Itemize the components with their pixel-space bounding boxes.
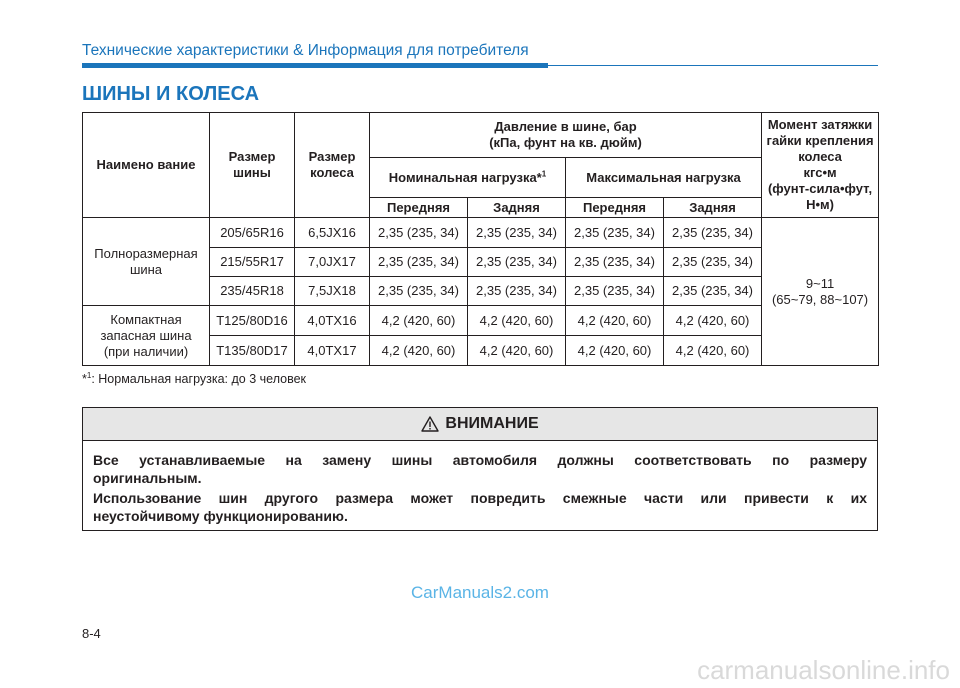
pressure-cell: 2,35 (235, 34)	[566, 277, 664, 306]
pressure-cell: 4,2 (420, 60)	[664, 306, 762, 336]
col-header-max-front: Передняя	[566, 198, 664, 218]
wheel-size-cell: 7,5JX18	[295, 277, 370, 306]
spare-name-line1: Компактная	[110, 311, 182, 327]
pressure-cell: 4,2 (420, 60)	[370, 336, 468, 366]
warning-header	[83, 408, 877, 441]
pressure-cell: 2,35 (235, 34)	[664, 277, 762, 306]
tire-wheel-spec-table	[82, 112, 879, 366]
pressure-header-line1: Давление в шине, бар	[494, 119, 637, 134]
warning-triangle-icon	[421, 416, 439, 432]
tire-size-cell: T135/80D17	[210, 336, 295, 366]
pressure-cell: 2,35 (235, 34)	[370, 218, 468, 248]
wheel-size-cell: 7,0JX17	[295, 248, 370, 277]
col-header-max-rear: Задняя	[664, 198, 762, 218]
torque-value-line2: (65~79, 88~107)	[771, 291, 869, 307]
torque-header-line3: колеса	[798, 149, 842, 164]
header-accent-bar	[82, 63, 548, 68]
table-footnote	[82, 372, 306, 386]
pressure-cell: 4,2 (420, 60)	[566, 306, 664, 336]
pressure-cell: 4,2 (420, 60)	[566, 336, 664, 366]
pressure-cell: 2,35 (235, 34)	[370, 277, 468, 306]
footnote-text: : Нормальная нагрузка: до 3 человек	[91, 372, 307, 386]
warning-body	[83, 441, 877, 525]
pressure-cell: 4,2 (420, 60)	[370, 306, 468, 336]
footnote-sup: 1	[86, 370, 92, 380]
pressure-cell: 2,35 (235, 34)	[468, 248, 566, 277]
group-name-compact-spare	[83, 306, 210, 366]
torque-header-line6: Н•м)	[806, 197, 834, 212]
warning-para1-line2: оригинальным.	[93, 470, 202, 486]
spare-name-line3: (при наличии)	[103, 343, 189, 359]
tire-size-cell: 215/55R17	[210, 248, 295, 277]
torque-header-line5: (фунт-сила•фут,	[767, 181, 873, 196]
torque-header-line2: гайки крепления	[766, 133, 874, 148]
group-name-full-size: Полноразмерная шина	[83, 218, 210, 306]
nominal-load-label: Номинальная нагрузка*	[388, 169, 542, 185]
wheel-size-cell: 6,5JX16	[295, 218, 370, 248]
footer-site-watermark: carmanualsonline.info	[697, 655, 950, 685]
header-rule	[548, 65, 878, 66]
pressure-cell: 2,35 (235, 34)	[468, 218, 566, 248]
pressure-cell: 2,35 (235, 34)	[468, 277, 566, 306]
col-header-wheel-size: Размер колеса	[295, 113, 370, 218]
chapter-title: Технические характеристики & Информация для потребителя	[82, 42, 529, 59]
table-row	[83, 306, 879, 336]
pressure-cell: 2,35 (235, 34)	[566, 218, 664, 248]
col-header-max-load: Максимальная нагрузка	[566, 158, 762, 198]
table-row	[83, 218, 879, 248]
pressure-cell: 2,35 (235, 34)	[664, 218, 762, 248]
col-header-pressure	[370, 113, 762, 158]
pressure-header-line2: (кПа, фунт на кв. дюйм)	[489, 135, 642, 150]
wheel-size-cell: 4,0TX17	[295, 336, 370, 366]
wheel-size-cell: 4,0TX16	[295, 306, 370, 336]
warning-title: ВНИМАНИЕ	[445, 415, 539, 432]
pressure-cell: 4,2 (420, 60)	[468, 306, 566, 336]
col-header-name: Наимено вание	[83, 113, 210, 218]
torque-value-line1: 9~11	[805, 275, 835, 291]
col-header-nominal-front: Передняя	[370, 198, 468, 218]
col-header-torque	[762, 113, 879, 218]
col-header-tire-size: Размер шины	[210, 113, 295, 218]
tire-size-cell: 205/65R16	[210, 218, 295, 248]
torque-value-cell	[762, 218, 879, 366]
warning-para2-line2: неустойчивому функционированию.	[93, 508, 348, 524]
warning-box	[82, 407, 878, 531]
nominal-load-footnote-mark: 1	[541, 169, 547, 179]
watermark-link[interactable]: CarManuals2.com	[411, 583, 549, 602]
warning-para1-line1: Все устанавливаемые на замену шины автомобиля должны соответствовать по размеру	[93, 452, 867, 468]
col-header-nominal-load	[370, 158, 566, 198]
pressure-cell: 2,35 (235, 34)	[664, 248, 762, 277]
spare-name-line2: запасная шина	[100, 327, 192, 343]
pressure-cell: 4,2 (420, 60)	[664, 336, 762, 366]
pressure-cell: 4,2 (420, 60)	[468, 336, 566, 366]
tire-size-cell: 235/45R18	[210, 277, 295, 306]
col-header-nominal-rear: Задняя	[468, 198, 566, 218]
pressure-cell: 2,35 (235, 34)	[370, 248, 468, 277]
warning-para2-line1: Использование шин другого размера может повредить смежные части или привести к их	[93, 490, 867, 506]
page-number: 8-4	[82, 626, 101, 641]
pressure-cell: 2,35 (235, 34)	[566, 248, 664, 277]
footnote-mark: *	[82, 372, 87, 386]
tire-size-cell: T125/80D16	[210, 306, 295, 336]
section-title: ШИНЫ И КОЛЕСА	[82, 83, 260, 105]
torque-header-line4: кгс•м	[803, 165, 837, 180]
torque-header-line1: Момент затяжки	[767, 117, 873, 132]
